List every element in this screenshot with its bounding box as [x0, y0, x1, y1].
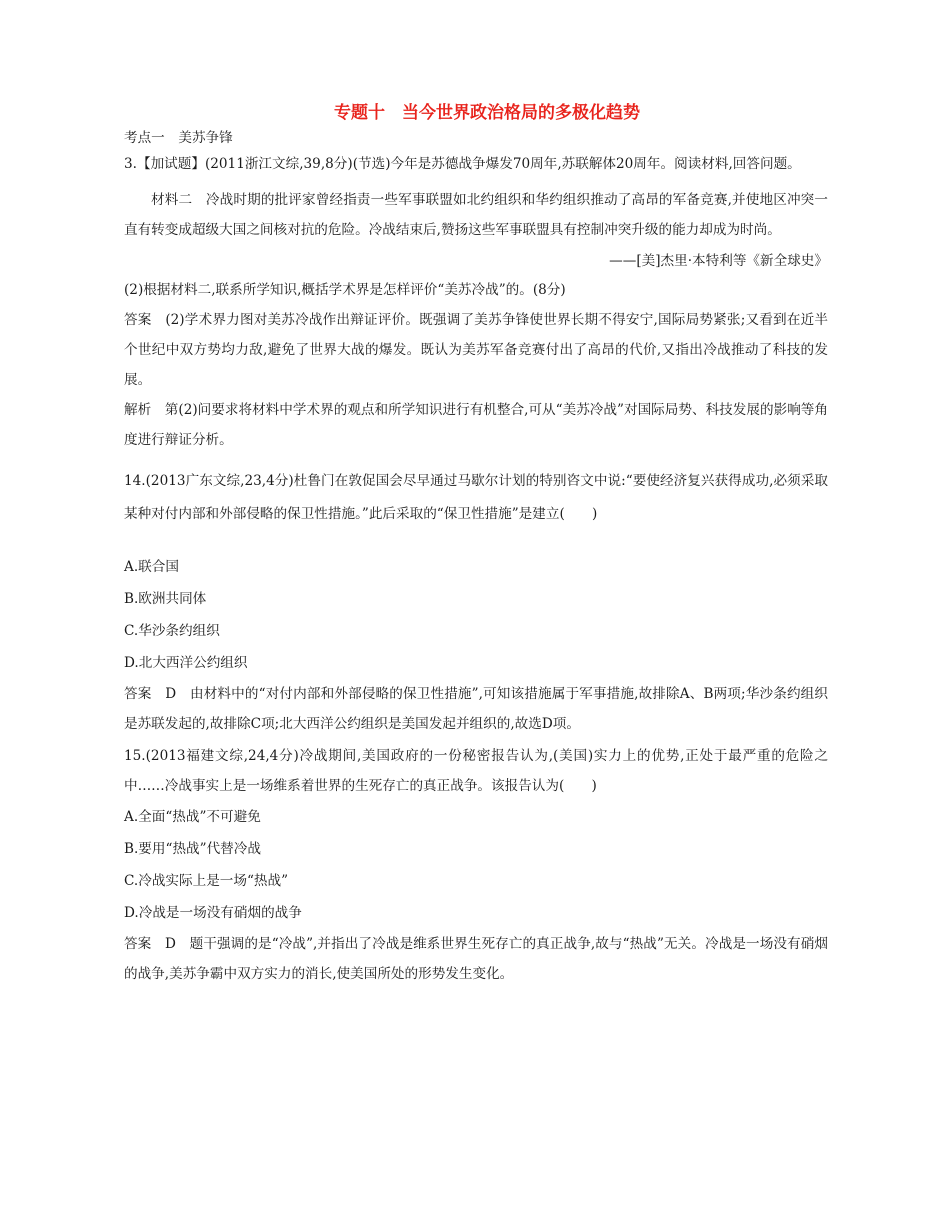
question-3-stem: 3.【加试题】(2011浙江文综,39,8分)(节选)今年是苏德战争爆发70周年,苏联解体20周年。阅读材料,回答问题。 — [124, 156, 801, 172]
question-14-option-d: D.北大西洋公约组织 — [124, 655, 248, 671]
question-14-option-c: C.华沙条约组织 — [124, 623, 220, 639]
question-15-option-a: A.全面“热战”不可避免 — [124, 809, 261, 825]
document-page — [124, 100, 828, 989]
section-heading: 考点一 美苏争锋 — [124, 130, 233, 146]
question-14-stem: 14.(2013广东文综,23,4分)杜鲁门在敦促国会尽早通过马歇尔计划的特别咨文中说:“要使经济复兴获得成功,必须采取某种对付内部和外部侵略的保卫性措施。”此后采取的“保卫性措施”是建立( ) — [124, 473, 828, 522]
question-3-answer: 答案 (2)学术界力图对美苏冷战作出辩证评价。既强调了美苏争锋使世界长期不得安宁,国际局势紧张;又看到在近半个世纪中双方势均力敌,避免了世界大战的爆发。既认为美苏军备竞赛付出了高昂的代价,又指出冷战推动了科技的发展。 — [124, 312, 828, 388]
question-14-option-b: B.欧洲共同体 — [124, 591, 207, 607]
question-15-option-d: D.冷战是一场没有硝烟的战争 — [124, 905, 302, 921]
question-14-answer: 答案 D 由材料中的“对付内部和外部侵略的保卫性措施”,可知该措施属于军事措施,故排除A、B两项;华沙条约组织是苏联发起的,故排除C项;北大西洋公约组织是美国发起并组织的,故选D项。 — [124, 686, 828, 732]
question-15-option-b: B.要用“热战”代替冷战 — [124, 841, 261, 857]
question-15-stem: 15.(2013福建文综,24,4分)冷战期间,美国政府的一份秘密报告认为,(美国)实力上的优势,正处于最严重的危险之中……冷战事实上是一场维系着世界的生死存亡的真正战争。该报告认为( ) — [124, 748, 828, 794]
page-title: 专题十 当今世界政治格局的多极化趋势 — [334, 103, 640, 123]
question-14-option-a: A.联合国 — [124, 559, 179, 575]
question-15-option-c: C.冷战实际上是一场“热战” — [124, 873, 289, 889]
question-3-subquestion: (2)根据材料二,联系所学知识,概括学术界是怎样评价“美苏冷战”的。(8分) — [124, 282, 566, 298]
question-3-material: 材料二 冷战时期的批评家曾经指责一些军事联盟如北约组织和华约组织推动了高昂的军备竞赛,并使地区冲突一直有转变成超级大国之间核对抗的危险。冷战结束后,赞扬这些军事联盟具有控制冲突升级的能力却成为时尚。 — [124, 192, 828, 238]
question-15-options — [124, 801, 828, 929]
question-14-options — [124, 551, 828, 679]
question-15-answer: 答案 D 题干强调的是“冷战”,并指出了冷战是维系世界生死存亡的真正战争,故与“热战”无关。冷战是一场没有硝烟的战争,美苏争霸中双方实力的消长,使美国所处的形势发生变化。 — [124, 936, 828, 982]
question-3-analysis: 解析 第(2)问要求将材料中学术界的观点和所学知识进行有机整合,可从“美苏冷战”对国际局势、科技发展的影响等角度进行辩证分析。 — [124, 402, 828, 448]
question-3-source: ——[美]杰里·本特利等《新全球史》 — [609, 253, 828, 269]
